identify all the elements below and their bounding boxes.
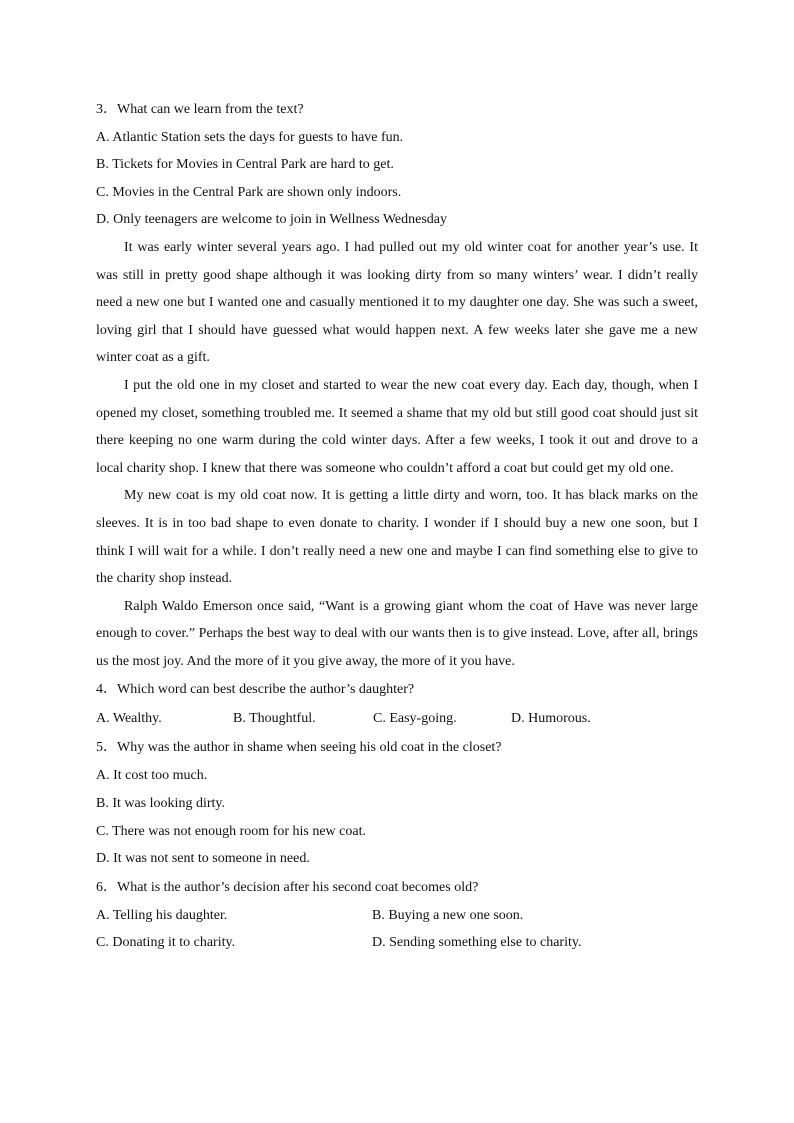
question-5-option-a: A. It cost too much. <box>96 768 208 784</box>
question-6-option-c: C. Donating it to charity. <box>96 935 236 951</box>
question-6-option-b: B. Buying a new one soon. <box>372 907 524 923</box>
reading-passage <box>96 234 698 676</box>
passage-paragraph-2: I put the old one in my closet and started to wear the new coat every day. Each day, though, when I opened my closet, something troubled me. It seemed a shame that my old but still good coat should just sit there keeping no one warm during the cold winter days. After a few weeks, I took it out and drove to a local charity shop. I knew that there was someone who couldn’t afford a coat but could get my old one. <box>96 377 698 476</box>
question-3-option-c: C. Movies in the Central Park are shown only indoors. <box>96 184 402 200</box>
passage-paragraph-3: My new coat is my old coat now. It is getting a little dirty and worn, too. It has black marks on the sleeves. It is in too bad shape to even donate to charity. I wonder if I should buy a new one soon, but I think I will wait for a while. I don’t really need a new one and maybe I can find something else to give to the charity shop instead. <box>96 488 698 587</box>
question-4-stem: 4．Which word can best describe the author’s daughter? <box>96 682 415 698</box>
question-4 <box>96 675 698 733</box>
question-3-option-d: D. Only teenagers are welcome to join in Wellness Wednesday <box>96 212 448 228</box>
question-5-option-d: D. It was not sent to someone in need. <box>96 851 310 867</box>
question-4-option-b: B. Thoughtful. <box>233 711 316 727</box>
question-5 <box>96 733 698 872</box>
question-6 <box>96 873 698 957</box>
question-5-stem: 5．Why was the author in shame when seeing his old coat in the closet? <box>96 740 502 756</box>
question-6-options-row-2 <box>96 929 698 957</box>
question-4-options <box>96 704 698 733</box>
question-3 <box>96 96 698 234</box>
question-3-option-a: A. Atlantic Station sets the days for guests to have fun. <box>96 129 404 145</box>
question-6-options-row-1 <box>96 902 698 930</box>
question-6-stem: 6．What is the author’s decision after his second coat becomes old? <box>96 879 479 895</box>
passage-paragraph-4: Ralph Waldo Emerson once said, “Want is a growing giant whom the coat of Have was never large enough to cover.” Perhaps the best way to deal with our wants then is to give instead. Love, after all, brings us the most joy. And the more of it you give away, the more of it you have. <box>96 598 698 669</box>
question-3-option-b: B. Tickets for Movies in Central Park are hard to get. <box>96 157 394 173</box>
question-4-option-d: D. Humorous. <box>511 711 591 727</box>
question-5-option-c: C. There was not enough room for his new coat. <box>96 823 366 839</box>
question-6-option-d: D. Sending something else to charity. <box>372 935 582 951</box>
question-3-stem: 3．What can we learn from the text? <box>96 102 304 117</box>
question-4-option-c: C. Easy-going. <box>373 711 457 727</box>
worksheet-page <box>96 96 698 957</box>
question-6-option-a: A. Telling his daughter. <box>96 907 228 923</box>
question-4-option-a: A. Wealthy. <box>96 711 162 727</box>
passage-paragraph-1: It was early winter several years ago. I had pulled out my old winter coat for another year’s use. It was still in pretty good shape although it was looking dirty from so many winters’ wear. I didn’t really need a new one but I wanted one and casually mentioned it to my daughter one day. She was such a sweet, loving girl that I should have guessed what would happen next. A few weeks later she gave me a new winter coat as a gift. <box>96 239 698 366</box>
question-5-option-b: B. It was looking dirty. <box>96 796 225 812</box>
